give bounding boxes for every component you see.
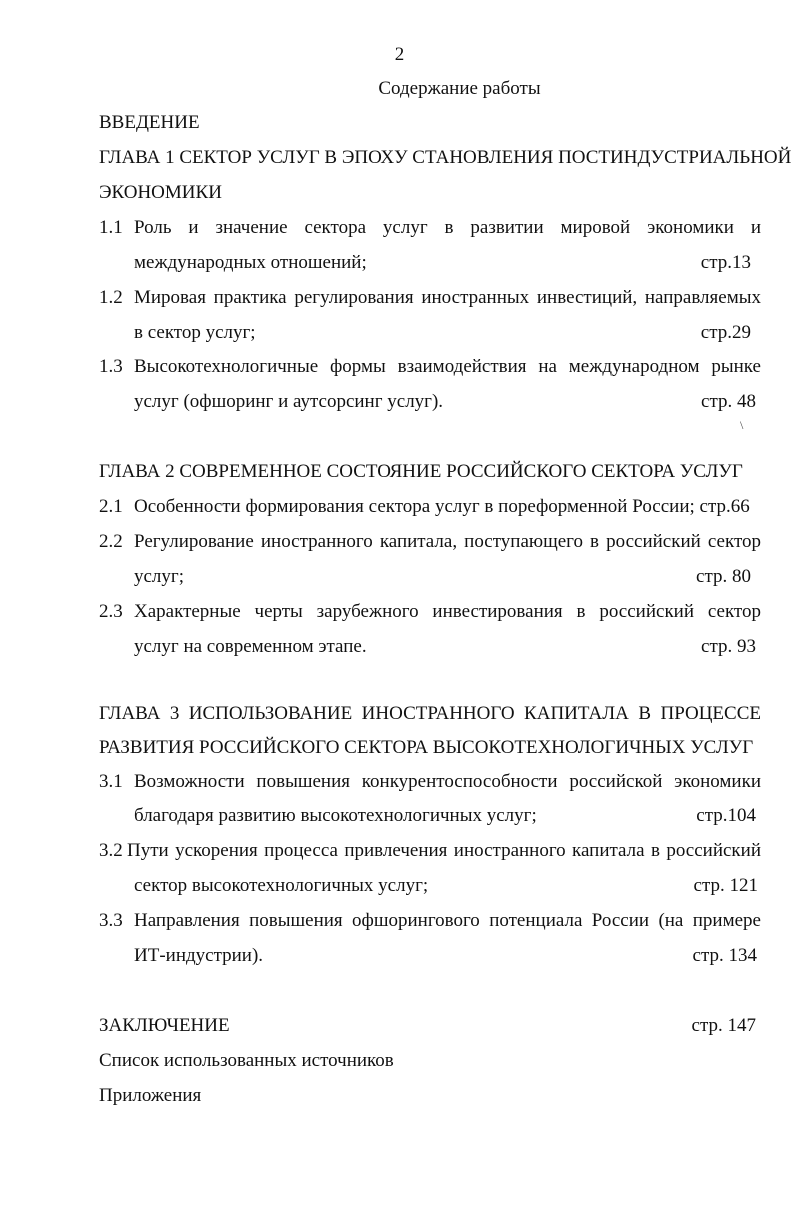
section-1-3-page: стр. 48 xyxy=(701,391,756,412)
section-3-2-title: Пути ускорения процесса привлечения иностранного капитала в российский xyxy=(127,840,761,861)
section-2-1-number: 2.1 xyxy=(99,496,123,517)
toc-conclusion-page: стр. 147 xyxy=(691,1015,756,1036)
section-2-3-number: 2.3 xyxy=(99,601,123,622)
section-1-2-title-cont: в сектор услуг; xyxy=(134,322,256,343)
section-3-1-page: стр.104 xyxy=(696,805,756,826)
toc-appendices: Приложения xyxy=(99,1085,202,1106)
page-number: 2 xyxy=(394,44,405,65)
chapter-3-heading-cont: РАЗВИТИЯ РОССИЙСКОГО СЕКТОРА ВЫСОКОТЕХНОЛОГИЧНЫХ УСЛУГ xyxy=(99,737,754,758)
section-3-2-number: 3.2 xyxy=(99,840,123,861)
section-1-3-title-cont: услуг (офшоринг и аутсорсинг услуг). xyxy=(134,391,444,412)
chapter-1-heading: ГЛАВА 1 СЕКТОР УСЛУГ В ЭПОХУ СТАНОВЛЕНИЯ ПОСТИНДУСТРИАЛЬНОЙ xyxy=(99,147,792,168)
section-1-1-number: 1.1 xyxy=(99,217,123,238)
chapter-1-heading-cont: ЭКОНОМИКИ xyxy=(99,182,222,203)
section-2-3-title-cont: услуг на современном этапе. xyxy=(134,636,367,657)
section-2-1-title: Особенности формирования сектора услуг в пореформенной России; стр.66 xyxy=(134,496,750,517)
section-2-3-page: стр. 93 xyxy=(701,636,756,657)
section-3-1-title: Возможности повышения конкурентоспособности российской экономики xyxy=(134,771,761,792)
section-2-3-title: Характерные черты зарубежного инвестирования в российский сектор xyxy=(134,601,761,622)
section-3-3-number: 3.3 xyxy=(99,910,123,931)
page-title: Содержание работы xyxy=(378,78,541,99)
toc-sources: Список использованных источников xyxy=(99,1050,394,1071)
section-3-3-page: стр. 134 xyxy=(692,945,757,966)
toc-intro: ВВЕДЕНИЕ xyxy=(99,112,200,133)
section-1-2-number: 1.2 xyxy=(99,287,123,308)
section-2-2-number: 2.2 xyxy=(99,531,123,552)
section-1-1-title-cont: международных отношений; xyxy=(134,252,367,273)
section-3-3-title: Направления повышения офшорингового потенциала России (на примере xyxy=(134,910,761,931)
section-1-1-title: Роль и значение сектора услуг в развитии мировой экономики и xyxy=(134,217,761,238)
section-3-2-title-cont: сектор высокотехнологичных услуг; xyxy=(134,875,429,896)
section-3-1-title-cont: благодаря развитию высокотехнологичных услуг; xyxy=(134,805,537,826)
section-1-1-page: стр.13 xyxy=(700,252,751,273)
section-1-3-title: Высокотехнологичные формы взаимодействия на международном рынке xyxy=(134,356,761,377)
chapter-3-heading: ГЛАВА 3 ИСПОЛЬЗОВАНИЕ ИНОСТРАННОГО КАПИТАЛА В ПРОЦЕССЕ xyxy=(99,703,761,724)
section-2-2-title: Регулирование иностранного капитала, поступающего в российский сектор xyxy=(134,531,761,552)
section-2-2-page: стр. 80 xyxy=(696,566,751,587)
section-1-2-title: Мировая практика регулирования иностранных инвестиций, направляемых xyxy=(134,287,761,308)
toc-conclusion: ЗАКЛЮЧЕНИЕ xyxy=(99,1015,230,1036)
section-1-2-page: стр.29 xyxy=(700,322,751,343)
section-3-3-title-cont: ИТ-индустрии). xyxy=(134,945,264,966)
section-2-2-title-cont: услуг; xyxy=(134,566,184,587)
section-3-2-page: стр. 121 xyxy=(693,875,758,896)
section-1-3-number: 1.3 xyxy=(99,356,123,377)
section-3-1-number: 3.1 xyxy=(99,771,123,792)
stray-mark: \ xyxy=(740,418,744,432)
chapter-2-heading: ГЛАВА 2 СОВРЕМЕННОЕ СОСТОЯНИЕ РОССИЙСКОГО СЕКТОРА УСЛУГ xyxy=(99,461,743,482)
